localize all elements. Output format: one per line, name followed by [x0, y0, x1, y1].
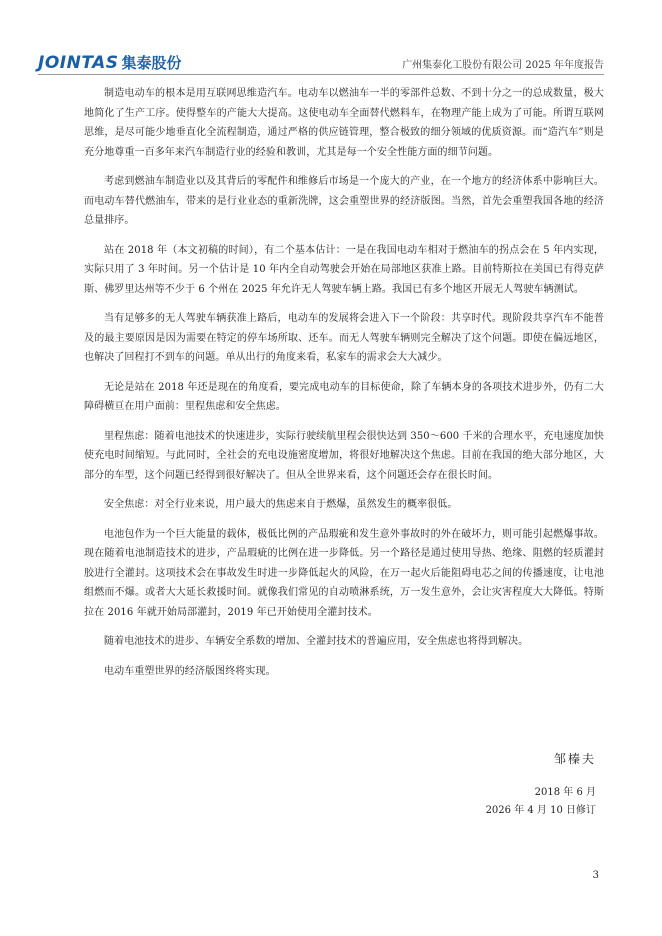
paragraph: 当有足够多的无人驾驶车辆获准上路后，电动车的发展将会进入下一个阶段：共享时代。现阶段共享汽车不能普及的最主要原因是因为需要在特定的停车场所取、还车。而无人驾驶车辆则完全解决了这个问题。即使在偏远地区，也解决了回程打不到车的问题。单从出行的角度来看，私家车的需求会大大减少。	[84, 313, 604, 363]
author-signature: 邹榛夫	[553, 752, 596, 766]
logo-wordmark: JOINTAS	[38, 53, 119, 73]
date-written: 2018 年 6 月	[534, 787, 596, 798]
paragraph: 电池包作为一个巨大能量的载体，极低比例的产品瑕疵和发生意外事故时的外在破坏力，则可能引起燃爆事故。现在随着电池制造技术的进步，产品瑕疵的比例在进一步降低。另一个路径是通过使用导热、绝缘、阻燃的轻质灌封胶进行全灌封。这项技术会在事故发生时进一步降低起火的风险，在万一起火后能阻碍电芯之间的传播速度，让电池组燃而不爆。或者大大延长救援时间。就像我们常见的自动喷淋系统，万一发生意外，会让灾害程度大大降低。特斯拉在 2016 年就开始局部灌封，2019 年已开始使用全灌封技术。	[84, 528, 604, 618]
report-title: 广州集泰化工股份有限公司 2025 年年度报告	[402, 60, 604, 71]
page-header	[38, 52, 604, 75]
page-number: 3	[592, 870, 599, 881]
paragraph: 制造电动车的根本是用互联网思维造汽车。电动车以燃油车一半的零部件总数、不到十分之一的总成数量，极大地简化了生产工序。使得整车的产能大大提高。这使电动车全面替代燃料车，在物理产能上成为了可能。所谓互联网思维，是尽可能少地垂直化全流程制造，通过严格的供应链管理，整合极致的细分领域的优质资源。而“造汽车”则是充分地尊重一百多年来汽车制造行业的经验和教训，尤其是每一个安全性能方面的细节问题。	[84, 88, 604, 158]
logo-chinese-name: 集泰股份	[121, 54, 182, 72]
paragraph: 站在 2018 年（本文初稿的时间），有二个基本估计：一是在我国电动车相对于燃油车的拐点会在 5 年内实现，实际只用了 3 年时间。另一个估计是 10 年内全自动驾驶会开始在局部地区获准上路。目前特斯拉在美国已有得克萨斯、佛罗里达州等不少于 6 个州在 2025 年允许无人驾驶车辆上路。我国已有多个地区开展无人驾驶车辆测试。	[84, 244, 604, 295]
paragraph: 安全焦虑：对全行业来说，用户最大的焦虑来自于燃爆，虽然发生的概率很低。	[104, 499, 458, 510]
paragraph: 无论是站在 2018 年还是现在的角度看，要完成电动车的目标使命，除了车辆本身的各项技术进步外，仍有二大障碍横亘在用户面前：里程焦虑和安全焦虑。	[84, 381, 604, 412]
date-revised: 2026 年 4 月 10 日修订	[485, 805, 596, 816]
company-logo	[38, 52, 182, 72]
paragraph: 考虑到燃油车制造业以及其背后的零配件和维修后市场是一个庞大的产业，在一个地方的经济体系中影响巨大。而电动车替代燃油车，带来的是行业业态的重新洗牌，这会重塑世界的经济版图。当然，首先会重塑我国各地的经济总量排序。	[84, 176, 604, 226]
paragraph: 电动车重塑世界的经济版图终将实现。	[104, 665, 276, 677]
paragraph: 里程焦虑：随着电池技术的快速进步，实际行驶续航里程会很快达到 350～600 千米的合理水平，充电速度加快使充电时间缩短。与此同时，全社会的充电设施密度增加，将很好地解决这个焦虑。目前在我国的绝大部分地区，大部分的车型，这个问题已经得到很好解决了。但从全世界来看，这个问题还会存在很长时间。	[84, 430, 604, 481]
article-body	[84, 84, 604, 691]
paragraph: 随着电池技术的进步、车辆安全系数的增加、全灌封技术的普遍应用，安全焦虑也将得到解决。	[104, 636, 529, 647]
